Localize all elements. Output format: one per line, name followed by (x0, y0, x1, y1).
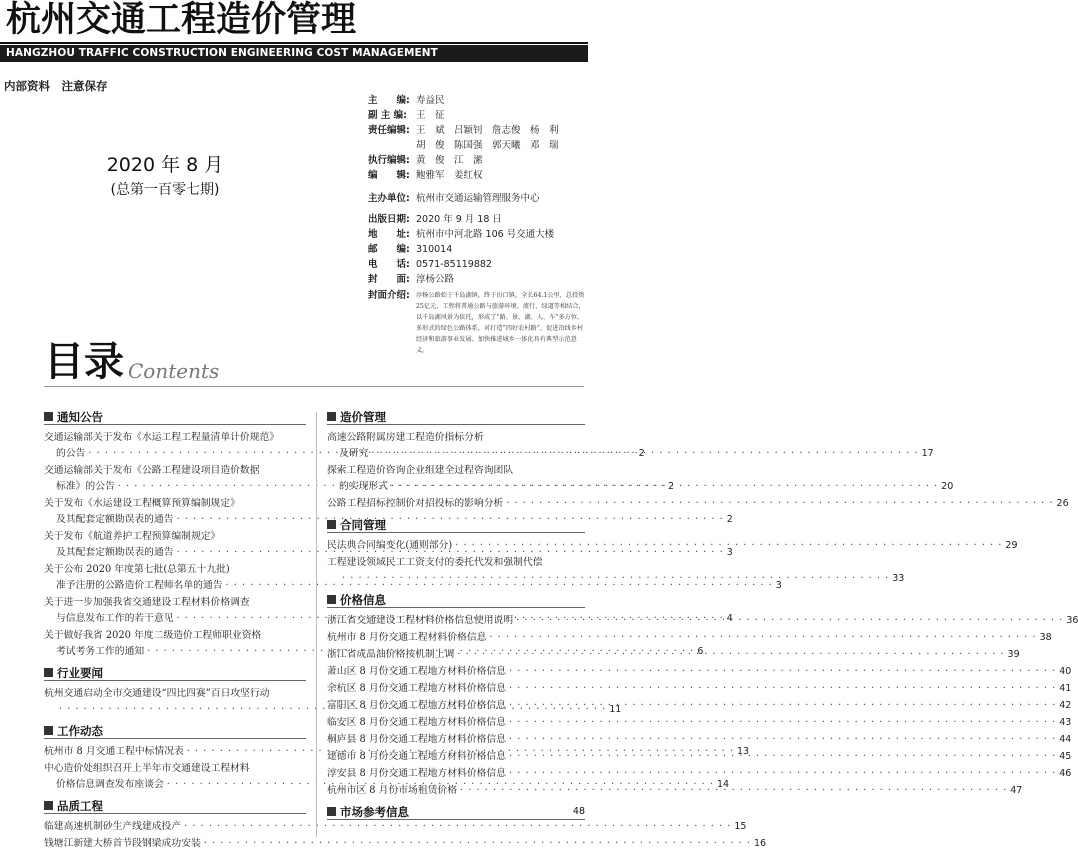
category-underline (44, 813, 306, 814)
toc-page-number: 13 (737, 746, 750, 757)
credit-row (368, 212, 586, 227)
category-square-icon (327, 595, 336, 604)
category-square-icon (327, 807, 336, 816)
toc-page-number: 4 (726, 613, 733, 624)
toc-entry-title-cont: 考试考务工作的通知 (56, 646, 145, 657)
category-square-icon (44, 801, 53, 810)
cover-note-label: 封面介绍: (368, 290, 410, 301)
leader-dots (509, 698, 1056, 714)
toc-entry[interactable] (327, 715, 1072, 731)
toc-entry-title: 杭州交通启动全市交通建设“四比四赛”百日攻坚行动 (44, 688, 270, 699)
leader-dots (455, 538, 1002, 554)
leader-dots (509, 681, 1056, 697)
toc-entry-title: 杭州市 8 月交通工程中标情况表 (44, 746, 184, 757)
leader-dots (457, 647, 1004, 663)
contents-heading-en: Contents (128, 359, 220, 383)
column-divider (316, 412, 317, 837)
leader-dots (371, 446, 918, 462)
leader-dots (506, 496, 1053, 512)
toc-entry[interactable] (327, 664, 1072, 680)
toc-entry[interactable] (327, 613, 1078, 629)
category-name: 合同管理 (340, 518, 386, 532)
toc-entry-title: 关于发布《航道养护工程预算编制规定》 (44, 531, 221, 542)
toc-entry-title: 关于发布《水运建设工程概算预算编制规定》 (44, 498, 240, 509)
category-name: 通知公告 (57, 410, 103, 424)
toc-entry-title: 关于进一步加强我省交通建设工程材料价格调查 (44, 597, 250, 608)
toc-page-number: 46 (1059, 768, 1072, 779)
magazine-title: 杭州交通工程造价管理 (6, 0, 357, 40)
toc-entry-title-cont: 及其配套定额勘误表的通告 (56, 514, 174, 525)
toc-entry-title: 萧山区 8 月份交通工程地方材料价格信息 (327, 666, 507, 677)
toc-entry[interactable] (327, 630, 1052, 646)
credit-label: 主 编: (368, 95, 410, 106)
category-page: 48 (572, 806, 585, 817)
category-name: 价格信息 (340, 593, 386, 607)
masthead (0, 0, 588, 70)
credit-value: 2020 年 9 月 18 日 (416, 214, 502, 225)
toc-page-number: 38 (1039, 632, 1052, 643)
credit-row (368, 123, 586, 138)
credit-label: 责任编辑: (368, 125, 410, 136)
toc-category (44, 798, 306, 814)
toc-page-number: 36 (1066, 615, 1078, 626)
toc-entry-title: 关于做好我省 2020 年度二级造价工程师职业资格 (44, 630, 262, 641)
credit-value: 王 斌 吕颖钊 詹志俊 杨 利 (416, 125, 559, 136)
credit-row (368, 242, 586, 257)
issue-block (80, 153, 250, 201)
toc-category (327, 592, 585, 608)
toc-page-number: 6 (697, 646, 704, 657)
toc-page-number: 16 (753, 838, 767, 849)
credit-label: 电 话: (368, 259, 410, 270)
credit-row (368, 168, 586, 183)
credit-value: 王 征 (416, 110, 445, 121)
category-underline (44, 424, 306, 425)
toc-page-number: 40 (1059, 666, 1072, 677)
toc-category (44, 409, 306, 425)
toc-page-number: 2 (638, 448, 645, 459)
toc-page-number: 2 (726, 514, 733, 525)
credit-value: 寿益民 (416, 95, 445, 106)
contents-heading-cn: 目录 (44, 339, 124, 385)
credit-value: 胡 俊 陈国强 郭天曦 邓 瑞 (416, 140, 559, 151)
toc-entry-title: 临建高速机制砂生产线建成投产 (44, 821, 182, 832)
toc-page-number: 42 (1059, 700, 1072, 711)
toc-page-number: 15 (734, 821, 747, 832)
toc-entry-title: 交通运输部关于发布《水运工程工程量清单计价规范》 (44, 432, 280, 443)
leader-dots (460, 783, 1007, 799)
category-name: 行业要闻 (57, 666, 103, 680)
category-square-icon (44, 726, 53, 735)
toc-entry-line1 (327, 766, 1072, 782)
toc-entry[interactable] (327, 463, 954, 495)
credit-row (368, 272, 586, 287)
credit-row (368, 108, 586, 123)
toc-entry-title: 关于公布 2020 年度第七批(总第五十九批) (44, 564, 230, 575)
credit-value: 鲍雅军 姜红权 (416, 170, 483, 181)
toc-category (44, 723, 306, 739)
toc-entry-line2 (327, 479, 954, 495)
toc-page-number: 29 (1005, 540, 1018, 551)
internal-note: 内部资料 注意保存 (4, 79, 108, 93)
contents-rule (44, 386, 584, 387)
toc-page-number: 39 (1007, 649, 1020, 660)
leader-dots (509, 749, 1056, 765)
toc-entry-line1 (327, 647, 1020, 663)
toc-entry-title: 杭州市区 8 月份市场租赁价格 (327, 785, 458, 796)
toc-entry-line1 (327, 681, 1072, 697)
contents-heading (44, 338, 219, 386)
toc-entry-title: 公路工程招标控制价对招投标的影响分析 (327, 498, 504, 509)
category-underline (44, 738, 306, 739)
toc-entry[interactable] (327, 681, 1072, 697)
toc-page-number: 33 (892, 573, 905, 584)
toc-entry[interactable] (327, 732, 1072, 748)
toc-entry-title-cont: 标准》的公告 (56, 481, 115, 492)
category-underline (44, 680, 306, 681)
toc-entry-line1 (327, 613, 1078, 629)
leader-dots (509, 664, 1056, 680)
category-underline (327, 532, 585, 533)
category-name: 造价管理 (340, 410, 386, 424)
category-name: 品质工程 (57, 799, 103, 813)
category-underline (327, 424, 585, 425)
toc-page-number: 26 (1056, 498, 1069, 509)
leader-dots (509, 766, 1056, 782)
toc-category (327, 517, 585, 533)
category-square-icon (327, 412, 336, 421)
magazine-english-title: HANGZHOU TRAFFIC CONSTRUCTION ENGINEERING COST MANAGEMENT (0, 45, 588, 62)
toc-entry-title: 杭州市 8 月份交通工程材料价格信息 (327, 632, 487, 643)
issue-date: 2020 年 8 月 (106, 154, 224, 176)
leader-dots (391, 479, 938, 495)
toc-page-number: 2 (667, 481, 675, 492)
toc-entry-title: 建德市 8 月份交通工程地方材料价格信息 (327, 751, 507, 762)
toc-entry-line2 (44, 578, 782, 594)
toc-entry[interactable] (327, 647, 1020, 663)
category-name: 工作动态 (57, 724, 103, 738)
toc-entry-title: 浙江省交通建设工程材料价格信息使用说明 (327, 615, 514, 626)
credit-value: 310014 (416, 244, 453, 255)
toc-entry-title: 余杭区 8 月份交通工程地方材料价格信息 (327, 683, 507, 694)
toc-entry-title: 桐庐县 8 月份交通工程地方材料价格信息 (327, 734, 507, 745)
leader-dots (204, 836, 751, 852)
toc-page-number: 11 (609, 704, 622, 715)
credit-value: 杭州市交通运输管理服务中心 (416, 193, 540, 204)
toc-entry[interactable] (327, 430, 934, 462)
credit-label: 执行编辑: (368, 155, 410, 166)
leader-dots (342, 571, 889, 587)
credit-label: 主办单位: (368, 193, 410, 204)
credit-row (368, 257, 586, 272)
toc-entry-line1 (327, 630, 1052, 646)
credit-row (368, 227, 586, 242)
toc-entry-line1 (44, 819, 747, 835)
credit-label: 封 面: (368, 274, 410, 285)
toc-page-number: 20 (941, 481, 954, 492)
toc-page-number: 43 (1059, 717, 1072, 728)
cover-note (368, 288, 586, 356)
toc-entry[interactable] (44, 836, 767, 852)
toc-entry-line1 (327, 538, 1018, 554)
toc-entry-title: 淳安县 8 月份交通工程地方材料价格信息 (327, 768, 507, 779)
category-square-icon (44, 668, 53, 677)
leader-dots (489, 630, 1036, 646)
category-name: 市场参考信息 (340, 805, 409, 819)
credit-row (368, 191, 586, 206)
credit-label: 地 址: (368, 229, 410, 240)
toc-page-number: 3 (775, 580, 782, 591)
credit-row (368, 93, 586, 108)
toc-category (327, 409, 585, 425)
toc-entry-line1 (327, 496, 1069, 512)
leader-dots (509, 732, 1056, 748)
credit-value: 淳杨公路 (416, 274, 455, 285)
toc-entry-title: 交通运输部关于发布《公路工程建设项目造价数据 (44, 465, 260, 476)
toc-entry-title: 探索工程造价咨询企业组建全过程咨询团队 (327, 465, 514, 476)
toc-entry-title-cont: 准予注册的公路造价工程师名单的通告 (56, 580, 223, 591)
toc-page-number: 14 (716, 779, 730, 790)
toc-page-number: 17 (921, 448, 934, 459)
leader-dots (184, 819, 731, 835)
credit-value: 杭州市中河北路 106 号交通大楼 (416, 229, 555, 240)
toc-entry[interactable] (327, 766, 1072, 782)
credit-row (368, 153, 586, 168)
leader-dots (509, 715, 1056, 731)
toc-page-number: 45 (1059, 751, 1072, 762)
masthead-rule (0, 42, 588, 44)
toc-entry-line2 (327, 571, 905, 587)
toc-entry-line1 (327, 715, 1072, 731)
toc-entry-title: 中心造价处组织召开上半年市交通建设工程材料 (44, 763, 250, 774)
toc-entry[interactable] (327, 555, 905, 587)
toc-entry-line2 (327, 446, 934, 462)
toc-entry-title-cont: 及研究 (339, 448, 369, 459)
toc-entry[interactable] (44, 819, 747, 835)
category-underline (327, 607, 585, 608)
toc-entry[interactable] (327, 496, 1069, 512)
category-square-icon (44, 412, 53, 421)
credit-label: 副 主 编: (368, 110, 407, 121)
credit-label: 编 辑: (368, 170, 410, 181)
toc-entry-line1 (327, 664, 1072, 680)
toc-entry-title: 临安区 8 月份交通工程地方材料价格信息 (327, 717, 507, 728)
toc-entry-title: 钱塘江新建大桥首节段钢梁成功安装 (44, 838, 201, 849)
toc-entry[interactable] (327, 538, 1018, 554)
credit-label: 出版日期: (368, 214, 410, 225)
leader-dots (516, 613, 1063, 629)
toc-page-number: 3 (726, 547, 733, 558)
toc-entry-line1 (44, 836, 767, 852)
toc-entry-title: 富阳区 8 月份交通工程地方材料价格信息 (327, 700, 507, 711)
credit-value: 0571-85119882 (416, 259, 492, 270)
credit-row (368, 138, 586, 153)
toc-entry-title-cont: 的实现形式 (339, 481, 388, 492)
toc-category (327, 804, 585, 820)
toc-page-number: 44 (1059, 734, 1072, 745)
credit-value: 黄 俊 江 潆 (416, 155, 483, 166)
issue-number: (总第一百零七期) (110, 182, 220, 198)
credits-block (368, 93, 586, 356)
cover-note-text: 淳杨公路始于千岛湖镇，终于汾口镇，全长64.1公里，总投资25亿元，工程将普通公路与旅游环境、流行、绿道等相结合，以千岛湖风景为依托，形成了“路、景、湖、人、车”多方位、多形式的绿色公路体系，对打造“四好农村路”、促进沿线乡村经济和旅游事业发展、加快推进城乡一体化具有典型示范意义。 (416, 292, 585, 354)
toc-category (44, 665, 306, 681)
credit-label: 邮 编: (368, 244, 410, 255)
toc-page-number: 47 (1010, 785, 1023, 796)
toc-page-number: 41 (1059, 683, 1072, 694)
category-underline (327, 819, 585, 820)
category-square-icon (327, 520, 336, 529)
toc-entry-title-cont: 价格信息调查发布座谈会 (56, 779, 164, 790)
toc-entry-line1 (327, 732, 1072, 748)
toc-entry-title-cont: 与信息发布工作的若干意见 (56, 613, 174, 624)
toc-entry-title-cont: 的公告 (56, 448, 86, 459)
toc-entry-title: 工程建设领域民工工资支付的委托代发和强制代偿 (327, 557, 543, 568)
toc-entry-title: 民法典合同编变化(通则部分) (327, 540, 453, 551)
credit-label (368, 138, 416, 153)
toc-entry-title-cont: 及其配套定额勘误表的通告 (56, 547, 174, 558)
toc-entry-title: 浙江省成品油价格按机制上调 (327, 649, 455, 660)
toc-entry-title: 高速公路附属房建工程造价指标分析 (327, 432, 484, 443)
